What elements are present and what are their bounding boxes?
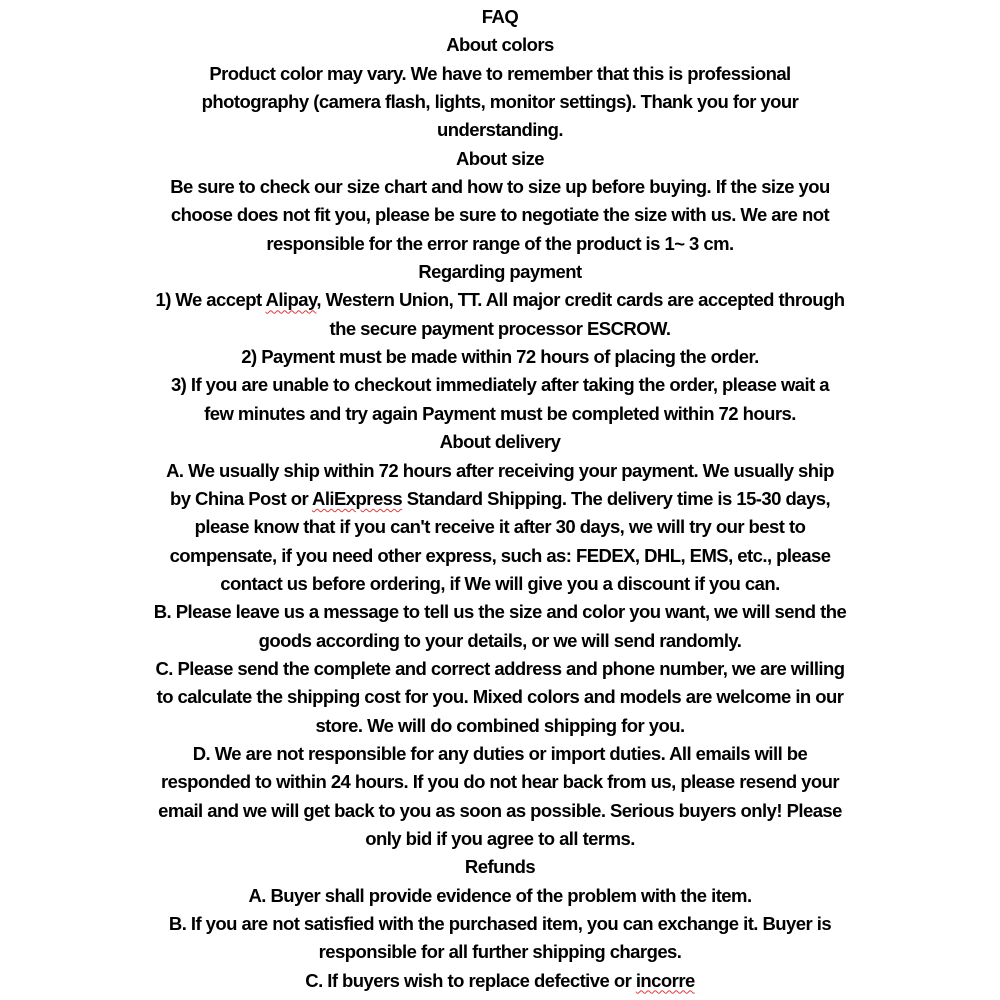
text-segment: Standard Shipping. The delivery time is 15-30 days, [402,487,831,509]
section-heading: Regarding payment [418,261,582,283]
text-segment: please know that if you can't receive it after 30 days, we will try our best to [194,516,806,538]
text-line [0,201,1000,229]
faq-section [0,853,1000,995]
section-heading: Refunds [464,856,536,878]
text-line [0,371,1000,399]
misspelled-word: Alipay [265,289,317,311]
text-segment: responsible for all further shipping charges. [318,941,682,963]
text-segment: store. We will do combined shipping for you. [315,714,685,736]
text-line [0,882,1000,910]
text-line [0,315,1000,343]
text-segment: 1) We accept [155,289,266,311]
text-line [0,173,1000,201]
text-segment: Be sure to check our size chart and how to size up before buying. If the size you [170,176,830,198]
text-line [0,343,1000,371]
text-line [0,598,1000,626]
misspelled-word: incorre [635,969,695,991]
text-line [0,797,1000,825]
text-segment: contact us before ordering, if We will give you a discount if you can. [220,572,780,594]
text-segment: understanding. [437,119,563,141]
text-line [0,513,1000,541]
text-segment: B. If you are not satisfied with the purchased item, you can exchange it. Buyer is [168,913,832,934]
text-segment: few minutes and try again Payment must be completed within 72 hours. [204,402,796,424]
text-line [0,542,1000,570]
text-line [0,967,1000,995]
text-segment: D. We are not responsible for any duties or import duties. All emails will be [192,742,808,764]
text-line [0,938,1000,966]
text-line [0,457,1000,485]
misspelled-word: AliExpress [312,487,403,509]
section-heading: About colors [446,34,554,56]
text-segment: choose does not fit you, please be sure to negotiate the size with us. We are not [170,204,830,226]
faq-section [0,258,1000,428]
text-line [0,712,1000,740]
text-line [0,740,1000,768]
text-segment: responded to within 24 hours. If you do not hear back from us, please resend your [160,771,840,793]
text-segment: by China Post or [169,487,313,509]
text-line [0,230,1000,258]
text-line [0,286,1000,314]
text-segment: Product color may vary. We have to remember that this is professional [209,62,791,84]
text-segment: , Western Union, TT. All major credit cards are accepted through [316,289,845,311]
text-line [0,570,1000,598]
text-line [0,116,1000,144]
text-line [0,400,1000,428]
text-segment: only bid if you agree to all terms. [365,827,635,849]
text-segment: A. We usually ship within 72 hours after receiving your payment. We usually ship [166,459,834,481]
text-segment: C. If buyers wish to replace defective or [305,969,636,991]
text-segment: to calculate the shipping cost for you. Mixed colors and models are welcome in our [156,686,844,708]
text-segment: compensate, if you need other express, such as: FEDEX, DHL, EMS, etc., please [169,544,831,566]
text-segment: 2) Payment must be made within 72 hours of placing the order. [241,346,759,368]
text-segment: C. Please send the complete and correct address and phone number, we are willing [155,657,845,679]
text-line [0,655,1000,683]
text-segment: goods according to your details, or we will send randomly. [258,629,742,651]
text-line [0,88,1000,116]
text-segment: A. Buyer shall provide evidence of the problem with the item. [248,884,752,906]
faq-sections [0,31,1000,995]
text-line [0,485,1000,513]
text-segment: the secure payment processor ESCROW. [329,317,671,339]
text-segment: 3) If you are unable to checkout immediately after taking the order, please wait a [170,374,830,396]
section-heading: About delivery [439,431,561,453]
text-line [0,60,1000,88]
faq-section [0,145,1000,258]
text-segment: B. Please leave us a message to tell us the size and color you want, we will send the [153,601,847,623]
faq-section [0,31,1000,144]
text-line [0,825,1000,853]
document-title: FAQ [481,6,519,27]
section-heading: About size [455,147,545,169]
faq-section [0,428,1000,853]
text-segment: responsible for the error range of the product is 1~ 3 cm. [266,232,734,254]
text-line [0,910,1000,938]
text-segment: photography (camera flash, lights, monitor settings). Thank you for your [201,91,799,113]
text-line [0,768,1000,796]
text-line [0,627,1000,655]
text-segment: email and we will get back to you as soon as possible. Serious buyers only! Please [158,799,842,821]
text-line [0,683,1000,711]
